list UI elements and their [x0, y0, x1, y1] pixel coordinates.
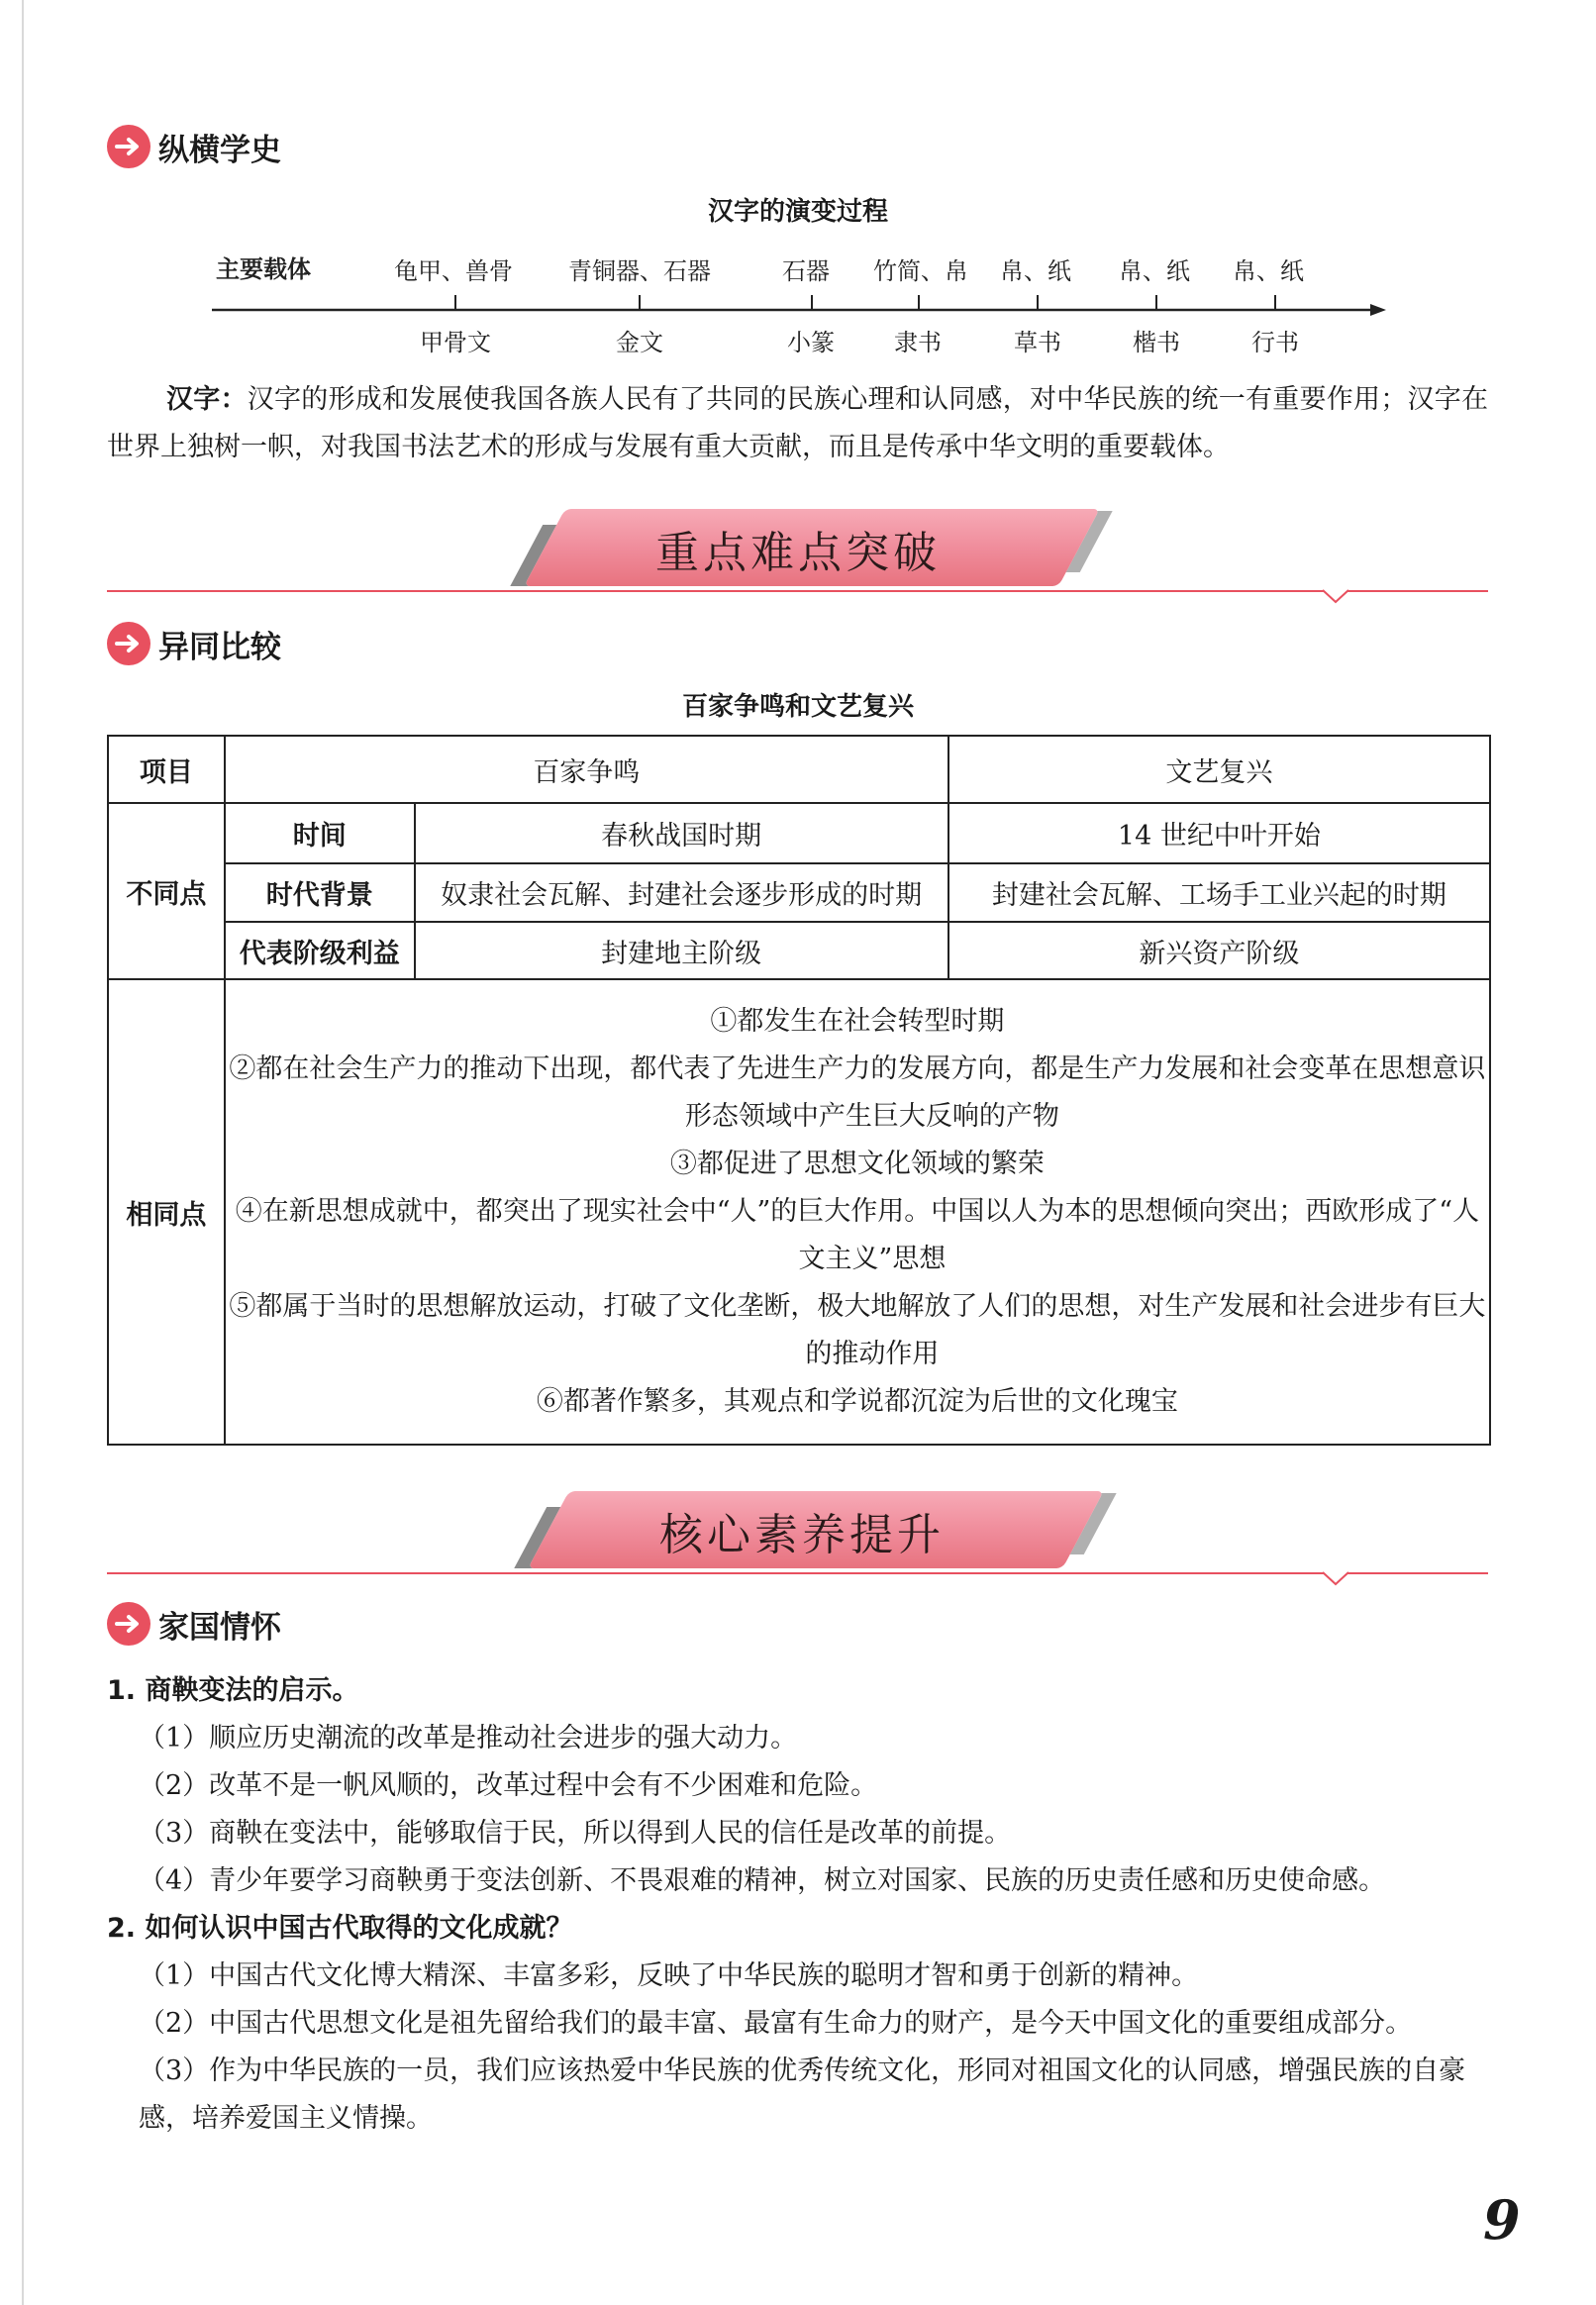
list-item: ②都在社会生产力的推动下出现，都代表了先进生产力的发展方向，都是生产力发展和社会变革在思想意识形态领域中产生巨大反响的产物 [229, 1053, 1486, 1132]
list-item: （1）中国古代文化博大精深、丰富多彩，反映了中华民族的聪明才智和勇于创新的精神。 [139, 1960, 1199, 1991]
list-item: （2）改革不是一帆风顺的，改革过程中会有不少困难和危险。 [139, 1770, 878, 1801]
section-title: 纵横学史 [158, 132, 281, 168]
row-item: 时间 [225, 803, 415, 863]
table-row [108, 803, 1490, 863]
hanzi-paragraph [107, 376, 1488, 471]
table-cell: 封建地主阶级 [415, 922, 948, 979]
script-label: 小篆 [787, 329, 835, 356]
header-cell: 项目 [108, 736, 225, 803]
hanzi-text: 汉字的形成和发展使我国各族人民有了共同的民族心理和认同感，对中华民族的统一有重要作用；汉字在世界上独树一帜，对我国书法艺术的形成与发展有重大贡献，而且是传承中华文明的重要载体。 [107, 384, 1488, 462]
row-item: 时代背景 [225, 863, 415, 922]
timeline-row-label: 主要载体 [216, 255, 311, 283]
banner-rule [107, 590, 1488, 592]
list-item: （4）青少年要学习商鞅勇于变法创新、不畏艰难的精神，树立对国家、民族的历史责任感和历史使命感。 [139, 1865, 1386, 1896]
carrier-label: 竹简、帛 [873, 257, 968, 285]
section-title: 异同比较 [158, 629, 281, 665]
list-item: ⑥都著作繁多，其观点和学说都沉淀为后世的文化瑰宝 [536, 1386, 1178, 1417]
table-cell: 封建社会瓦解、工场手工业兴起的时期 [948, 863, 1490, 922]
table-caption: 百家争鸣和文艺复兴 [681, 692, 914, 722]
script-label: 草书 [1014, 329, 1061, 356]
list-item: ⑤都属于当时的思想解放运动，打破了文化垄断，极大地解放了人们的思想，对生产发展和社会进步有巨大的推动作用 [229, 1291, 1486, 1369]
header-cell: 百家争鸣 [225, 736, 948, 803]
script-label: 楷书 [1133, 329, 1180, 356]
arrow-right-icon [107, 125, 150, 168]
same-label: 相同点 [108, 979, 225, 1445]
section-heading-jiaguo [107, 1596, 281, 1652]
carrier-label: 帛、纸 [1119, 257, 1190, 285]
chevron-down-icon [1321, 1570, 1350, 1588]
table-row [108, 863, 1490, 922]
table-row [108, 922, 1490, 979]
banner-title: 重点难点突破 [655, 528, 941, 578]
same-points [225, 979, 1490, 1445]
list-item: ④在新思想成就中，都突出了现实社会中“人”的巨大作用。中国以人为本的思想倾向突出；西欧形成了“人文主义”思想 [235, 1196, 1480, 1274]
question-title: 2. 如何认识中国古代取得的文化成就？ [107, 1913, 573, 1944]
arrow-right-icon [107, 1602, 150, 1646]
hanzi-lead: 汉字： [166, 384, 248, 415]
carrier-label: 石器 [782, 257, 830, 285]
list-item: （3）作为中华民族的一员，我们应该热爱中华民族的优秀传统文化，形同对祖国文化的认同感，增强民族的自豪感，培养爱国主义情操。 [139, 2055, 1466, 2134]
table-cell: 春秋战国时期 [415, 803, 948, 863]
list-item: （2）中国古代思想文化是祖先留给我们的最丰富、最富有生命力的财产，是今天中国文化的重要组成部分。 [139, 2008, 1413, 2039]
banner-core-literacy [107, 1491, 1488, 1590]
timeline-caption: 汉字的演变过程 [707, 197, 888, 227]
list-item: ①都发生在社会转型时期 [710, 1006, 1005, 1037]
script-label: 甲骨文 [420, 329, 491, 356]
arrow-right-icon [107, 622, 150, 665]
carrier-label: 青铜器、石器 [568, 257, 711, 285]
question-block-2 [107, 1905, 1493, 2143]
banner-rule [107, 1572, 1488, 1574]
carrier-label: 帛、纸 [1233, 257, 1304, 285]
page-number: 9 [1483, 2188, 1521, 2252]
script-label: 隶书 [894, 329, 942, 356]
table-cell: 14 世纪中叶开始 [948, 803, 1490, 863]
carrier-label: 龟甲、兽骨 [394, 257, 513, 285]
header-cell: 文艺复兴 [948, 736, 1490, 803]
list-item: （3）商鞅在变法中，能够取信于民，所以得到人民的信任是改革的前提。 [139, 1818, 1012, 1849]
script-label: 金文 [616, 329, 663, 356]
list-item: （1）顺应历史潮流的改革是推动社会进步的强大动力。 [139, 1723, 798, 1754]
table-row-same [108, 979, 1490, 1445]
section-heading-yitong [107, 616, 281, 671]
section-heading-zongheng [107, 119, 281, 174]
table-cell: 新兴资产阶级 [948, 922, 1490, 979]
table-header-row [108, 736, 1490, 803]
script-label: 行书 [1251, 329, 1299, 356]
comparison-table [107, 735, 1491, 1446]
question-block-1 [107, 1667, 1493, 1905]
list-item: ③都促进了思想文化领域的繁荣 [669, 1149, 1045, 1179]
table-cell: 奴隶社会瓦解、封建社会逐步形成的时期 [415, 863, 948, 922]
row-item: 代表阶级利益 [225, 922, 415, 979]
diff-label: 不同点 [108, 803, 225, 979]
banner-title: 核心素养提升 [659, 1510, 945, 1560]
question-title: 1. 商鞅变法的启示。 [107, 1675, 359, 1706]
carrier-label: 帛、纸 [1000, 257, 1071, 285]
banner-key-points [107, 509, 1488, 608]
binding-line [22, 0, 24, 2305]
section-title: 家国情怀 [158, 1609, 281, 1646]
chevron-down-icon [1321, 588, 1350, 606]
